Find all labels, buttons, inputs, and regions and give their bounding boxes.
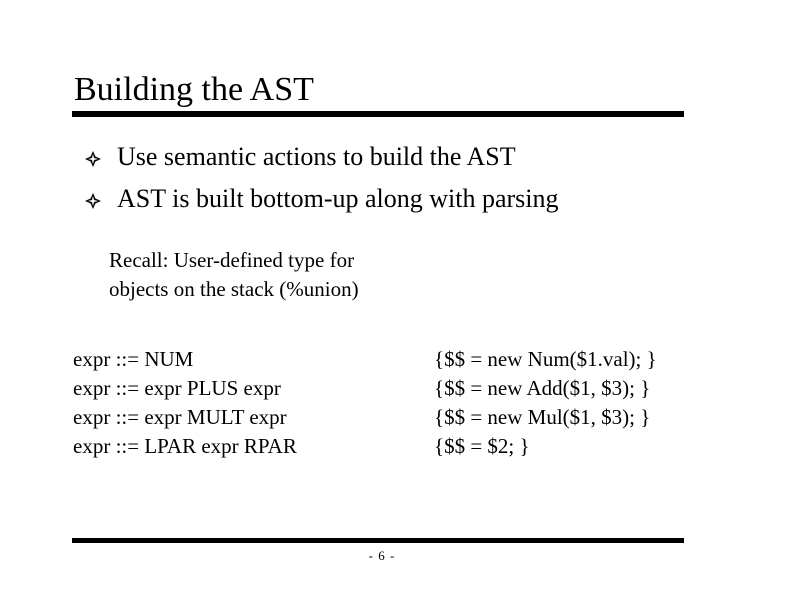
- slide-title: Building the AST: [74, 71, 314, 108]
- grammar-rule: expr ::= expr PLUS expr: [73, 376, 281, 400]
- diamond-bullet-icon: [84, 192, 102, 210]
- grammar-rule: expr ::= NUM: [73, 347, 194, 371]
- bullet-text: AST is built bottom-up along with parsing: [117, 184, 559, 213]
- bullet-item: [84, 178, 559, 220]
- recall-line-2: objects on the stack (%union): [109, 277, 359, 301]
- bullet-list: [84, 136, 559, 220]
- semantic-action: {$$ = new Num($1.val); }: [434, 347, 657, 371]
- recall-line-1: Recall: User-defined type for: [109, 248, 355, 272]
- diamond-bullet-icon: [84, 150, 102, 168]
- semantic-action: {$$ = new Add($1, $3); }: [434, 376, 651, 400]
- bullet-item: [84, 136, 559, 178]
- footer-divider: [72, 538, 684, 543]
- grammar-rules: [73, 345, 297, 461]
- semantic-action: {$$ = $2; }: [434, 434, 530, 458]
- bullet-text: Use semantic actions to build the AST: [117, 142, 516, 171]
- semantic-actions: [434, 345, 657, 461]
- page-number: - 6 -: [368, 548, 396, 563]
- semantic-action: {$$ = new Mul($1, $3); }: [434, 405, 651, 429]
- grammar-rule: expr ::= expr MULT expr: [73, 405, 287, 429]
- grammar-rule: expr ::= LPAR expr RPAR: [73, 434, 297, 458]
- title-divider: [72, 111, 684, 117]
- recall-note: [109, 246, 359, 304]
